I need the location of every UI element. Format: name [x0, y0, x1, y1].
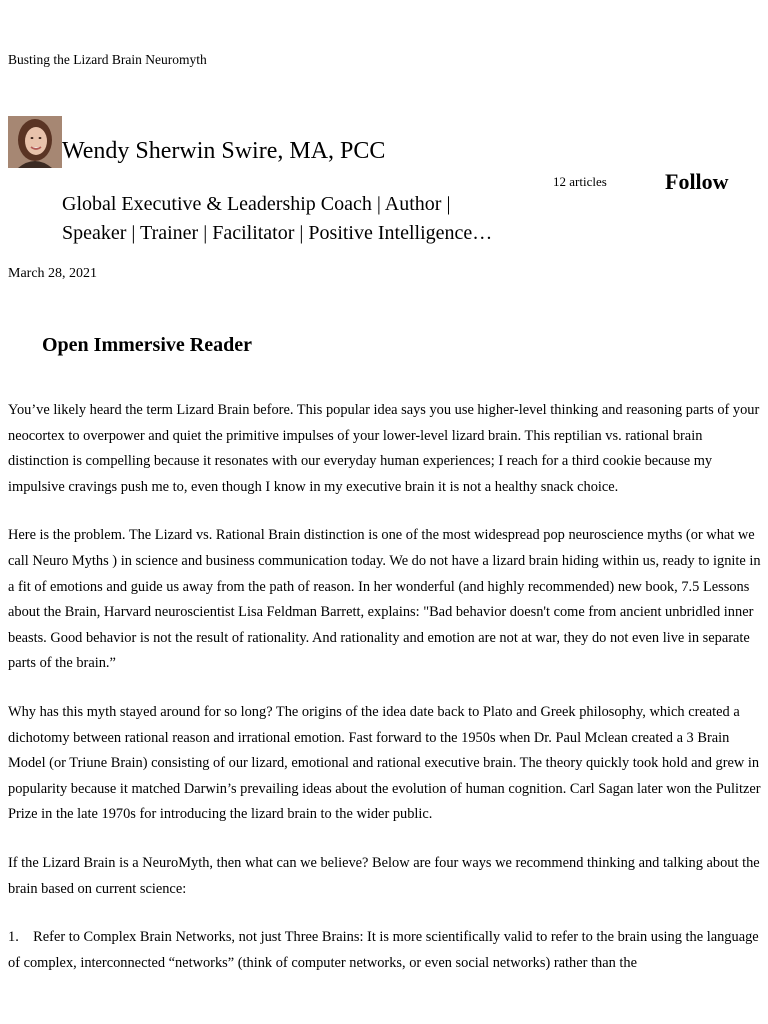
articles-count[interactable]: 12 articles	[553, 174, 607, 189]
article-paragraph: If the Lizard Brain is a NeuroMyth, then what can we believe? Below are four ways we recommend thinking and talking about the brain based on current science:	[8, 854, 760, 897]
author-headline	[62, 190, 542, 248]
page-title: Busting the Lizard Brain Neuromyth	[8, 52, 207, 67]
author-headline-line: Global Executive & Leadership Coach | Author |	[62, 193, 451, 215]
author-name[interactable]: Wendy Sherwin Swire, MA, PCC	[62, 138, 386, 164]
avatar[interactable]	[8, 116, 62, 168]
open-immersive-reader-button[interactable]: Open Immersive Reader	[42, 334, 252, 356]
article-paragraph: You’ve likely heard the term Lizard Brain before. This popular idea says you use higher-level thinking and reasoning parts of your neocortex to overpower and quiet the primitive impulses of your lower-level lizard brain. This reptilian vs. rational brain distinction is compelling because it resonates with our everyday human experiences; I reach for a third cookie because my impulsive cravings push me to, even though I know in my executive brain it is not a healthy snack choice.	[8, 402, 760, 495]
article-body	[8, 398, 762, 999]
article-paragraph: Here is the problem. The Lizard vs. Rational Brain distinction is one of the most widespread pop neuroscience myths (or what we call Neuro Myths ) in science and business communication today. We do not have a lizard brain hiding within us, ready to ignite in a fit of emotions and guide us away from the path of reason. In her wonderful (and highly recommended) new book, 7.5 Lessons about the Brain, Harvard neuroscientist Lisa Feldman Barrett, explains: "Bad behavior doesn't come from ancient unbridled inner beasts. Good behavior is not the result of rationality. And rationality and emotion are not at war, they do not even live in separate parts of the brain.”	[8, 527, 761, 672]
article-paragraph: Why has this myth stayed around for so long? The origins of the idea date back to Plato and Greek philosophy, which created a dichotomy between rational reason and irrational emotion. Fast forward to the 1950s when Dr. Paul Mclean created a 3 Brain Model (or Triune Brain) consisting of our lizard, emotional and rational executive brain. The theory quickly took hold and grew in popularity because it matched Darwin’s prevailing ideas about the evolution of human cognition. Carl Sagan later won the Pulitzer Prize in the late 1970s for introducing the lizard brain to the wider public.	[8, 703, 761, 823]
article-paragraph: 1. Refer to Complex Brain Networks, not just Three Brains: It is more scientifically valid to refer to the brain using the language of complex, interconnected “networks” (think of computer networks, or even social networks) rather than the	[8, 929, 759, 971]
follow-button[interactable]: Follow	[665, 169, 729, 194]
publish-date: March 28, 2021	[8, 266, 98, 281]
author-photo-icon	[8, 116, 62, 168]
author-headline-line: Speaker | Trainer | Facilitator | Positive Intelligence…	[62, 222, 493, 244]
